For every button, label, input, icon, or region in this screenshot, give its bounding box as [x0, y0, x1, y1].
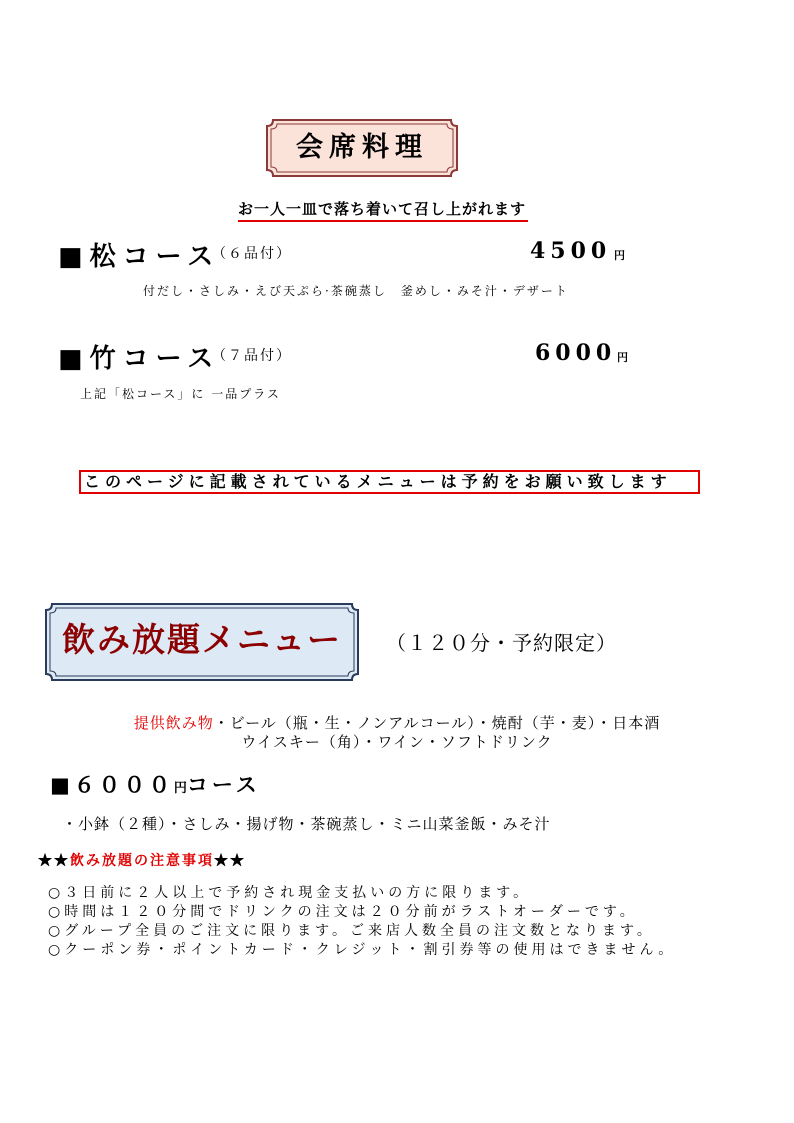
rule-item: ○時間は１２０分間でドリンクの注文は２０分前がラストオーダーです。 — [48, 904, 638, 920]
drinks-line-1: ・ビール（瓶・生・ノンアルコール）・焼酎（芋・麦）・日本酒 — [213, 714, 661, 732]
course-count-take: （７品付） — [212, 348, 292, 364]
drinks-line-2: ウイスキー（角）・ワイン・ソフトドリンク — [241, 733, 553, 751]
course-yen-take: 円 — [617, 351, 628, 364]
rule-item: ○クーポン券・ポイントカード・クレジット・割引券等の使用はできません。 — [48, 942, 677, 958]
nomihoudai-course-items: ・小鉢（２種）・さしみ・揚げ物・茶碗蒸し・ミニ山菜釜飯・みそ汁 — [62, 815, 551, 833]
nomihoudai-course-label: コース — [186, 772, 261, 797]
course-name-take: ■竹コース — [58, 344, 221, 374]
rule-item: ○グループ全員のご注文に限ります。ご来店人数全員の注文数となります。 — [48, 923, 655, 939]
course-yen-matsu: 円 — [614, 249, 625, 262]
course-price-matsu: 4500 — [530, 238, 612, 264]
course-items-take: 上記「松コース」に 一品プラス — [80, 387, 281, 401]
course-count-matsu: （６品付） — [212, 246, 292, 262]
star-icons-left: ★★ — [38, 853, 70, 869]
notice-heading — [38, 850, 246, 870]
course-price-take: 6000 — [535, 340, 617, 366]
nomihoudai-subtitle: （１２０分・予約限定） — [386, 631, 617, 655]
notice-title: 飲み放題の注意事項 — [70, 853, 214, 869]
kaiseki-title-box — [265, 118, 459, 178]
nomihoudai-course-price: ■６０００ — [50, 772, 174, 797]
nomihoudai-title-box — [44, 602, 360, 682]
rule-item: ○３日前に２人以上で予約され現金支払いの方に限ります。 — [48, 885, 532, 901]
nomihoudai-course-yen: 円 — [173, 781, 187, 796]
star-icons-right: ★★ — [214, 853, 246, 869]
kaiseki-subtitle: お一人一皿で落ち着いて召し上がれます — [238, 198, 528, 222]
kaiseki-title: 会席料理 — [296, 132, 428, 163]
drinks-label: 提供飲み物 — [133, 714, 214, 732]
drinks-list — [40, 714, 754, 752]
course-items-matsu: 付だし・さしみ・えび天ぷら·茶碗蒸し 釜めし・みそ汁・デザート — [143, 284, 569, 298]
notice-rules — [48, 884, 676, 960]
reservation-notice: このページに記載されているメニューは予約をお願い致します — [79, 470, 700, 494]
nomihoudai-course — [50, 769, 261, 799]
nomihoudai-title: 飲み放題メニュー — [62, 620, 342, 659]
course-name-matsu: ■松コース — [58, 242, 221, 272]
